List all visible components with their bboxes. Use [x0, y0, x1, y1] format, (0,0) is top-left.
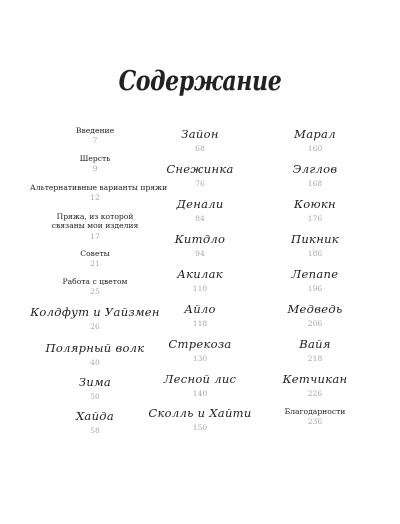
toc-entry-title: Кетчикан	[282, 372, 348, 386]
toc-entry[interactable]	[30, 278, 160, 296]
toc-entry-title: Работа с цветом	[62, 277, 128, 286]
toc-entry-page: 76	[195, 178, 205, 188]
toc-entry[interactable]	[145, 163, 255, 188]
toc-entry-page: 196	[307, 283, 323, 293]
toc-entry-page: 9	[92, 164, 98, 174]
toc-entry-page: 218	[307, 353, 323, 363]
toc-entry-page: 160	[307, 143, 323, 153]
toc-entry[interactable]	[30, 306, 160, 331]
toc-entry[interactable]	[260, 303, 370, 328]
toc-entry-page: 17	[90, 231, 100, 241]
toc-entry[interactable]	[145, 198, 255, 223]
toc-entry-page: 186	[307, 248, 323, 258]
toc-entry-title: Введение	[75, 126, 115, 135]
toc-entry-title: Китдло	[174, 232, 226, 246]
toc-entry[interactable]	[260, 268, 370, 293]
toc-entry-title: Зима	[78, 375, 112, 389]
toc-entry-title: Альтернативные варианты пряжи	[30, 183, 168, 192]
toc-entry-page: 21	[90, 259, 100, 269]
toc-entry[interactable]	[145, 373, 255, 398]
toc-entry-title: Лепапе	[291, 267, 339, 281]
toc-entry[interactable]	[30, 342, 160, 367]
toc-entry[interactable]	[30, 183, 168, 203]
toc-entry[interactable]	[145, 268, 255, 293]
toc-entry-title: Хайда	[75, 409, 115, 423]
toc-entry-page: 118	[192, 318, 208, 328]
toc-entry[interactable]	[145, 233, 255, 258]
toc-entry[interactable]	[260, 373, 370, 398]
toc-entry-title: Полярный волк	[45, 341, 145, 355]
toc-entry-title: Зайон	[181, 127, 219, 141]
toc-entry-page: 110	[192, 283, 208, 293]
toc-entry-title: Лесной лис	[163, 372, 237, 386]
toc-entry-page: 68	[195, 143, 205, 153]
toc-entry-page: 226	[307, 388, 323, 398]
toc-entry-title: Вайя	[299, 337, 331, 351]
toc-entry[interactable]	[145, 303, 255, 328]
toc-entry[interactable]	[260, 128, 370, 153]
toc-entry-page: 7	[92, 136, 98, 146]
toc-entry[interactable]	[145, 338, 255, 363]
toc-entry-page: 50	[90, 391, 100, 401]
page-title: Содержание	[118, 66, 282, 97]
toc-entry-page: 168	[307, 178, 323, 188]
toc-entry[interactable]	[145, 128, 255, 153]
toc-entry-title: Пикник	[291, 232, 339, 246]
toc-entry[interactable]	[30, 250, 160, 268]
toc-entry[interactable]	[260, 163, 370, 188]
toc-entry-page: 150	[192, 422, 208, 432]
toc-entry-page: 140	[192, 388, 208, 398]
toc-entry-title: Денали	[176, 197, 224, 211]
toc-entry-title: Пряжа, из которой связаны мои изделия	[51, 212, 139, 231]
toc-entry-title: Элглов	[292, 162, 338, 176]
toc-entry-page: 25	[90, 287, 100, 297]
toc-entry[interactable]	[260, 198, 370, 223]
toc-entry-page: 12	[90, 193, 100, 203]
toc-entry-page: 130	[192, 353, 208, 363]
toc-entry-page: 58	[90, 425, 100, 435]
toc-entry-page: 236	[307, 417, 323, 427]
toc-entry-page: 84	[195, 213, 205, 223]
toc-entry-page: 176	[307, 213, 323, 223]
toc-entry-page: 40	[90, 357, 100, 367]
toc-entry-title: Марал	[294, 127, 336, 141]
toc-entry-title: Стрекоза	[168, 337, 232, 351]
toc-entry-title: Снежинка	[166, 162, 234, 176]
toc-entry-title: Айло	[184, 302, 216, 316]
toc-entry-page: 26	[90, 321, 100, 331]
toc-entry[interactable]	[260, 408, 370, 426]
toc-entry-title: Благодарности	[284, 407, 346, 416]
toc-entry[interactable]	[30, 376, 160, 401]
toc-entry[interactable]	[30, 410, 160, 435]
toc-entry-title: Сколль и Хайти	[148, 406, 252, 420]
toc-entry-title: Медведь	[287, 302, 343, 316]
toc-entry[interactable]	[30, 155, 160, 173]
toc-entry[interactable]	[30, 127, 160, 145]
toc-entry-page: 94	[195, 248, 205, 258]
toc-entry[interactable]	[42, 212, 148, 241]
toc-entry-title: Коюкн	[294, 197, 336, 211]
toc-entry[interactable]	[260, 338, 370, 363]
toc-entry[interactable]	[145, 407, 255, 432]
toc-entry-title: Колдфут и Уайзмен	[30, 305, 160, 319]
toc-entry-title: Шерсть	[79, 154, 111, 163]
toc-entry-page: 206	[307, 318, 323, 328]
toc-entry-title: Акилак	[177, 267, 223, 281]
toc-entry-title: Советы	[80, 249, 110, 258]
toc-entry[interactable]	[260, 233, 370, 258]
